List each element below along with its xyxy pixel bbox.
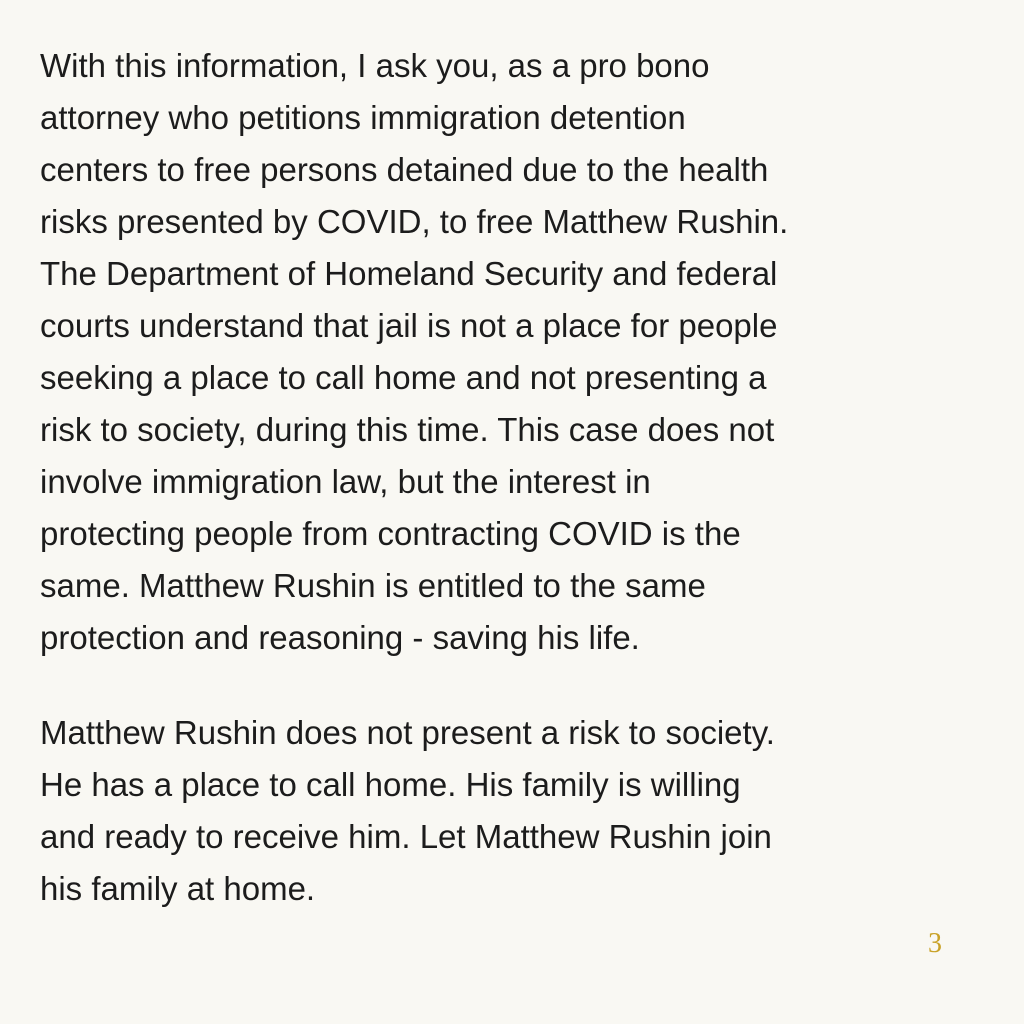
text-line: He has a place to call home. His family is willing [40,766,741,803]
text-line: With this information, I ask you, as a pro bono [40,47,710,84]
text-line: centers to free persons detained due to the health [40,151,769,188]
text-line: attorney who petitions immigration detention [40,99,686,136]
paragraph-request [40,40,1000,664]
text-line: risk to society, during this time. This case does not [40,411,775,448]
text-line: his family at home. [40,870,316,907]
text-line: and ready to receive him. Let Matthew Rushin join [40,818,772,855]
text-line: protecting people from contracting COVID is the [40,515,741,552]
text-line: same. Matthew Rushin is entitled to the same [40,567,706,604]
text-line: risks presented by COVID, to free Matthew Rushin. [40,203,789,240]
text-line: involve immigration law, but the interest in [40,463,651,500]
text-line: Matthew Rushin does not present a risk to society. [40,714,775,751]
text-line: The Department of Homeland Security and federal [40,255,778,292]
page-number: 3 [928,928,942,959]
text-line: seeking a place to call home and not presenting a [40,359,767,396]
paragraph-conclusion [40,707,1000,915]
text-line: courts understand that jail is not a place for people [40,307,778,344]
text-line: protection and reasoning - saving his life. [40,619,640,656]
